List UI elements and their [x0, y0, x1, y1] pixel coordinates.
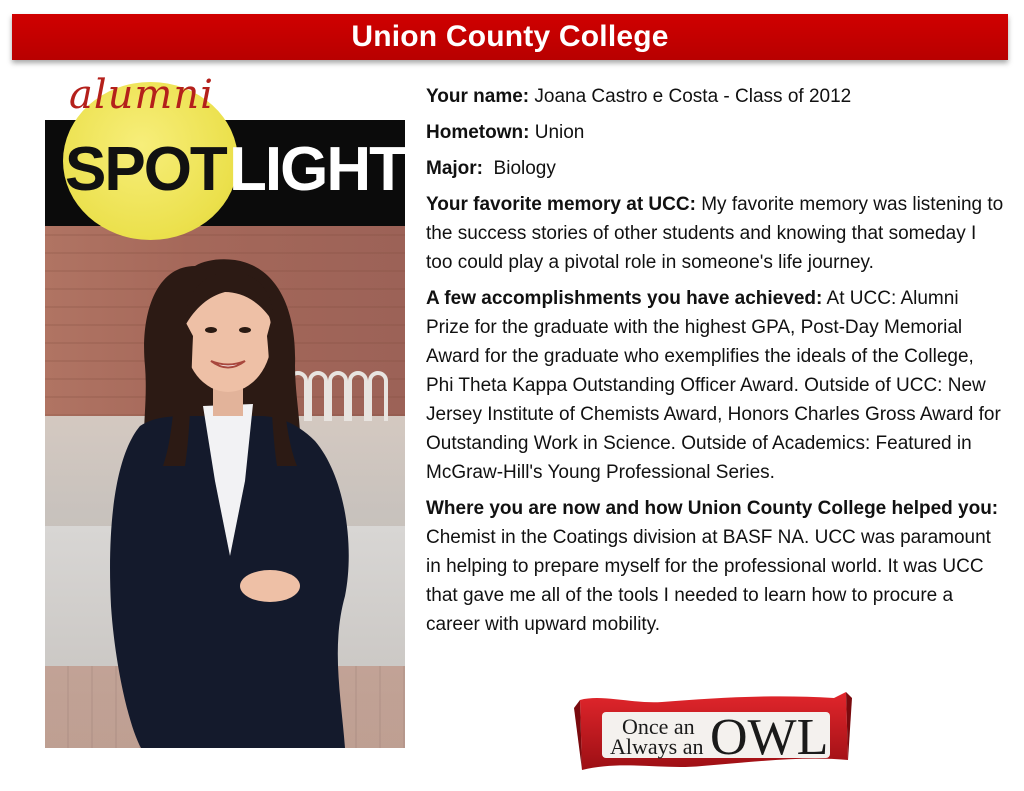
major-label: Major: [426, 158, 483, 179]
major-value: Biology [483, 158, 556, 179]
name-entry [426, 82, 1006, 111]
alumni-spotlight-logo [45, 72, 405, 226]
ribbon-line2: Always an [610, 734, 704, 759]
once-an-owl-ribbon [572, 690, 854, 780]
hometown-label: Hometown: [426, 122, 530, 143]
accomplishments-label: A few accomplishments you have achieved: [426, 288, 823, 309]
name-label: Your name: [426, 86, 530, 107]
spotlight-light-text: LIGHT [229, 135, 405, 204]
memory-label: Your favorite memory at UCC: [426, 194, 696, 215]
header-banner [12, 14, 1008, 60]
ribbon-owl-text: OWL [710, 709, 829, 766]
page-title: Union County College [351, 20, 669, 53]
person-figure [45, 226, 405, 748]
spotlight-spot-text: SPOT [65, 135, 226, 204]
photo-column [45, 72, 405, 748]
current-position-label: Where you are now and how Union County College helped you: [426, 498, 999, 519]
memory-value: My favorite memory was listening to the success stories of other students and knowing that someday I too could play a pivotal role in someone's life journey. [426, 194, 1004, 273]
spotlight-alumni-text: alumni [69, 72, 214, 118]
hometown-entry [426, 118, 1006, 147]
memory-entry [426, 190, 1006, 277]
accomplishments-value: At UCC: Alumni Prize for the graduate with the highest GPA, Post-Day Memorial Award for the graduate who exemplifies the ideals of the College, Phi Theta Kappa Outstanding Officer Award. Outside of UCC: New Jersey Institute of Chemists Award, Honors Charles Gross Award for Outstanding Work in Science. Outside of Academics: Featured in McGraw-Hill's Young Professional Series. [426, 288, 1001, 483]
alumni-photo [45, 226, 405, 748]
major-entry [426, 154, 1006, 183]
profile-info [426, 82, 1006, 646]
current-position-entry [426, 494, 1006, 639]
name-value: Joana Castro e Costa - Class of 2012 [529, 86, 852, 107]
hometown-value: Union [529, 122, 585, 143]
ribbon-line1: Once an [622, 714, 695, 739]
current-position-value: Chemist in the Coatings division at BASF NA. UCC was paramount in helping to prepare myself for the professional world. It was UCC that gave me all of the tools I needed to learn how to procure a career with upward mobility. [426, 527, 991, 635]
accomplishments-entry [426, 284, 1006, 487]
